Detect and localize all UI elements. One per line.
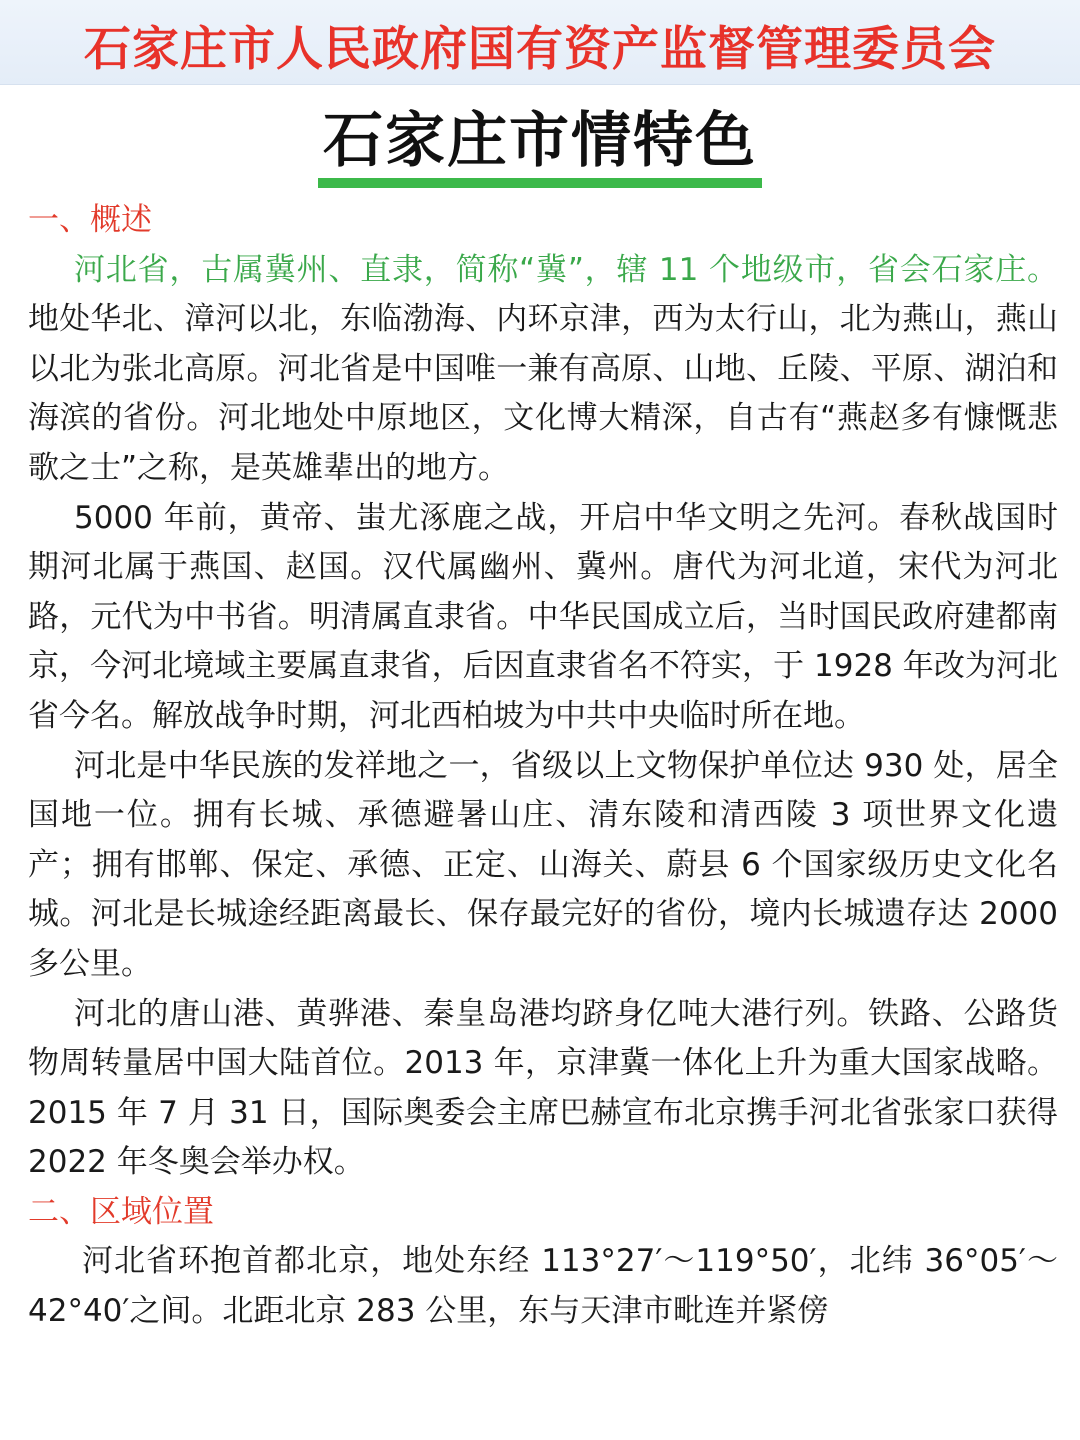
- page-title-wrap: [0, 104, 1080, 178]
- paragraph-text: 地处华北、漳河以北，东临渤海、内环京津，西为太行山，北为燕山，燕山以北为张北高原。河北省是中国唯一兼有高原、山地、丘陵、平原、湖泊和海滨的省份。河北地处中原地区，文化博大精深，自古有“燕赵多有慷慨悲歌之士”之称，是英雄辈出的地方。: [28, 301, 1058, 486]
- paragraph-overview-1: [28, 246, 1058, 494]
- paragraph-overview-4: [28, 990, 1058, 1188]
- article-body: [28, 196, 1058, 1337]
- paragraph-text: 河北省环抱首都北京，地处东经 113°27′～119°50′，北纬 36°05′～42°40′之间。北距北京 283 公里，东与天津市毗连并紧傍: [28, 1243, 1058, 1330]
- section-heading-overview: 一、概述: [28, 202, 152, 238]
- section-heading-location: 二、区域位置: [28, 1193, 214, 1230]
- paragraph-text: 河北是中华民族的发祥地之一，省级以上文物保护单位达 930 处，居全国地一位。拥有长城、承德避暑山庄、清东陵和清西陵 3 项世界文化遗产；拥有邯郸、保定、承德、正定、山海关、蔚县 6 个国家级历史文化名城。河北是长城途经距离最长、保存最完好的省份，境内长城遗存达 2000 多公里。: [28, 747, 1058, 982]
- title-underline: [318, 178, 762, 188]
- paragraph-location-1: [28, 1237, 1058, 1336]
- paragraph-overview-3: [28, 742, 1058, 990]
- highlight-text: 河北省，古属冀州、直隶，简称“冀”，辖 11 个地级市，省会石家庄。: [74, 251, 1058, 288]
- page-title: 石家庄市情特色: [323, 106, 757, 176]
- banner-title: 石家庄市人民政府国有资产监督管理委员会: [84, 22, 996, 77]
- paragraph-text: 河北的唐山港、黄骅港、秦皇岛港均跻身亿吨大港行列。铁路、公路货物周转量居中国大陆首位。2013 年，京津冀一体化上升为重大国家战略。2015 年 7 月 31 日，国际奥委会主席巴赫宣布北京携手河北省张家口获得 2022 年冬奥会举办权。: [28, 995, 1058, 1181]
- paragraph-text: 5000 年前，黄帝、蚩尤涿鹿之战，开启中华文明之先河。春秋战国时期河北属于燕国、赵国。汉代属幽州、冀州。唐代为河北道，宋代为河北路，元代为中书省。明清属直隶省。中华民国成立后，当时国民政府建都南京，今河北境域主要属直隶省，后因直隶省名不符实，于 1928 年改为河北省今名。解放战争时期，河北西柏坡为中共中央临时所在地。: [28, 499, 1058, 734]
- paragraph-overview-2: [28, 494, 1058, 742]
- header-banner: [0, 0, 1080, 85]
